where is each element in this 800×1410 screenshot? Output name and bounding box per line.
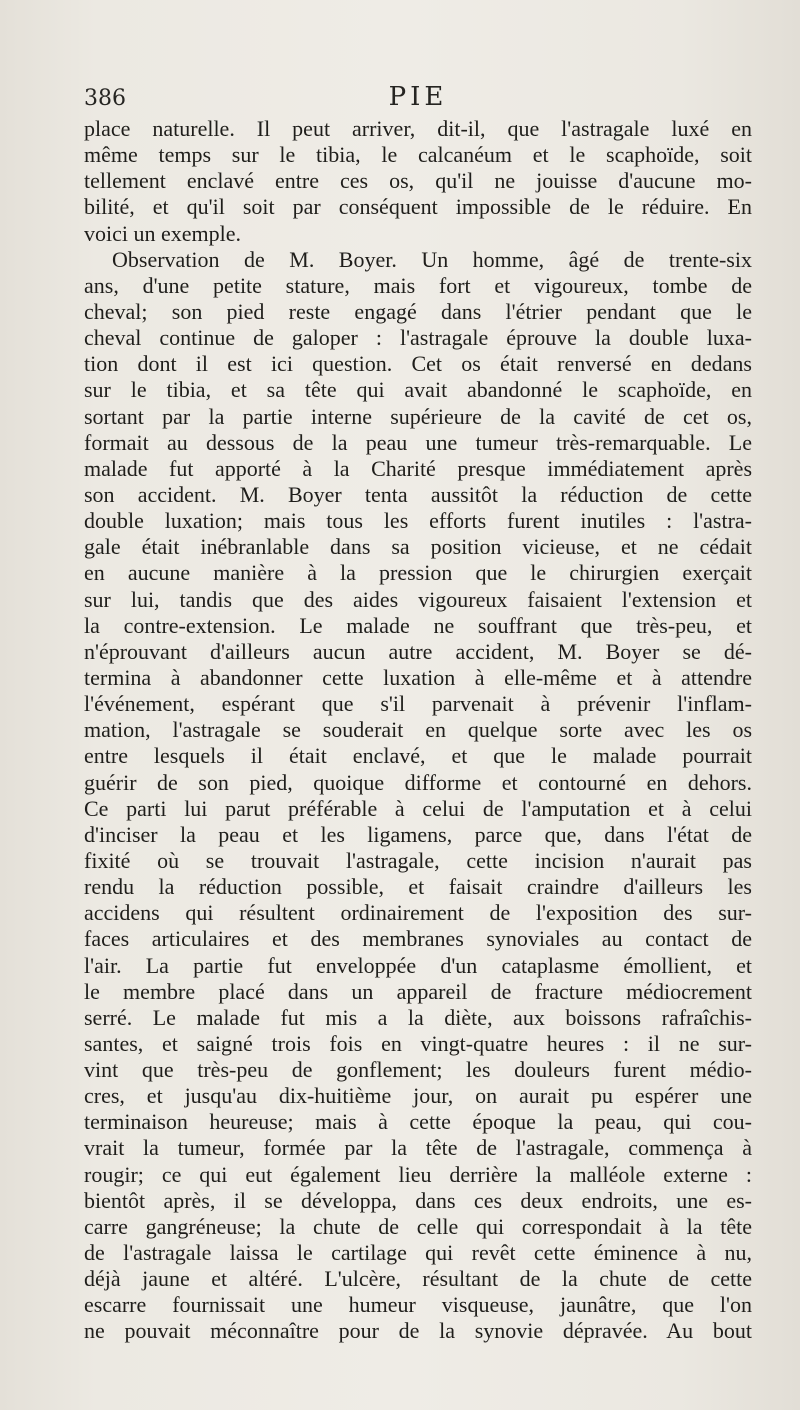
text-line: sur lui, tandis que des aides vigoureux faisaient l'extension et	[84, 586, 752, 612]
text-line: de l'astragale laissa le cartilage qui revêt cette éminence à nu,	[84, 1240, 752, 1266]
text-line: l'air. La partie fut enveloppée d'un cataplasme émollient, et	[84, 952, 752, 978]
text-line: guérir de son pied, quoique difforme et contourné en dehors.	[84, 769, 752, 795]
text-line: terminaison heureuse; mais à cette époque la peau, qui cou-	[84, 1109, 752, 1135]
text-line: sur le tibia, et sa tête qui avait abandonné le scaphoïde, en	[84, 377, 752, 403]
text-line: déjà jaune et altéré. L'ulcère, résultant de la chute de cette	[84, 1266, 752, 1292]
text-line: faces articulaires et des membranes synoviales au contact de	[84, 926, 752, 952]
text-line: sortant par la partie interne supérieure de la cavité de cet os,	[84, 403, 752, 429]
page-number: 386	[84, 86, 126, 111]
body-text	[84, 116, 752, 1345]
running-head	[84, 80, 752, 116]
text-line: fixité où se trouvait l'astragale, cette incision n'aurait pas	[84, 847, 752, 873]
text-line: gale était inébranlable dans sa position vicieuse, et ne cédait	[84, 534, 752, 560]
text-line: vint que très-peu de gonflement; les douleurs furent médio-	[84, 1057, 752, 1083]
text-line: le membre placé dans un appareil de fracture médiocrement	[84, 978, 752, 1004]
text-line: Ce parti lui parut préférable à celui de l'amputation et à celui	[84, 795, 752, 821]
text-line: santes, et saigné trois fois en vingt-quatre heures : il ne sur-	[84, 1030, 752, 1056]
text-line: son accident. M. Boyer tenta aussitôt la réduction de cette	[84, 481, 752, 507]
text-line: mation, l'astragale se souderait en quelque sorte avec les os	[84, 717, 752, 743]
running-title: PIE	[388, 82, 448, 112]
text-line: rougir; ce qui eut également lieu derrière la malléole externe :	[84, 1161, 752, 1187]
text-line: malade fut apporté à la Charité presque immédiatement après	[84, 455, 752, 481]
text-line: d'inciser la peau et les ligamens, parce que, dans l'état de	[84, 821, 752, 847]
text-line: accidens qui résultent ordinairement de l'exposition des sur-	[84, 900, 752, 926]
text-line: la contre-extension. Le malade ne souffrant que très-peu, et	[84, 612, 752, 638]
text-line: tion dont il est ici question. Cet os était renversé en dedans	[84, 351, 752, 377]
text-line: en aucune manière à la pression que le chirurgien exerçait	[84, 560, 752, 586]
text-line: cres, et jusqu'au dix-huitième jour, on aurait pu espérer une	[84, 1083, 752, 1109]
text-line: tellement enclavé entre ces os, qu'il ne jouisse d'aucune mo-	[84, 168, 752, 194]
text-line: serré. Le malade fut mis a la diète, aux boissons rafraîchis-	[84, 1004, 752, 1030]
text-line: formait au dessous de la peau une tumeur très-remarquable. Le	[84, 429, 752, 455]
text-line: double luxation; mais tous les efforts furent inutiles : l'astra-	[84, 508, 752, 534]
text-line: cheval; son pied reste engagé dans l'étrier pendant que le	[84, 298, 752, 324]
text-line: rendu la réduction possible, et faisait craindre d'ailleurs les	[84, 874, 752, 900]
text-line: place naturelle. Il peut arriver, dit-il, que l'astragale luxé en	[84, 116, 752, 141]
text-line: l'événement, espérant que s'il parvenait à prévenir l'inflam-	[84, 691, 752, 717]
text-line: n'éprouvant d'ailleurs aucun autre accident, M. Boyer se dé-	[84, 638, 752, 664]
text-line: même temps sur le tibia, le calcanéum et le scaphoïde, soit	[84, 142, 752, 168]
text-line-observation-start: Observation de M. Boyer. Un homme, âgé de trente-six	[112, 246, 752, 272]
text-line: vrait la tumeur, formée par la tête de l'astragale, commença à	[84, 1135, 752, 1161]
text-line: ans, d'une petite stature, mais fort et vigoureux, tombe de	[84, 272, 752, 298]
text-line: voici un exemple.	[84, 220, 242, 246]
text-line: bientôt après, il se développa, dans ces deux endroits, une es-	[84, 1187, 752, 1213]
text-line: bilité, et qu'il soit par conséquent impossible de le réduire. En	[84, 194, 752, 220]
text-line: cheval continue de galoper : l'astragale éprouve la double luxa-	[84, 325, 752, 351]
text-line: termina à abandonner cette luxation à elle-même et à attendre	[84, 664, 752, 690]
text-line: escarre fournissait une humeur visqueuse, jaunâtre, que l'on	[84, 1292, 752, 1318]
text-line: ne pouvait méconnaître pour de la synovie dépravée. Au bout	[84, 1318, 752, 1344]
text-line: carre gangréneuse; la chute de celle qui correspondait à la tête	[84, 1213, 752, 1239]
text-line: entre lesquels il était enclavé, et que le malade pourrait	[84, 743, 752, 769]
